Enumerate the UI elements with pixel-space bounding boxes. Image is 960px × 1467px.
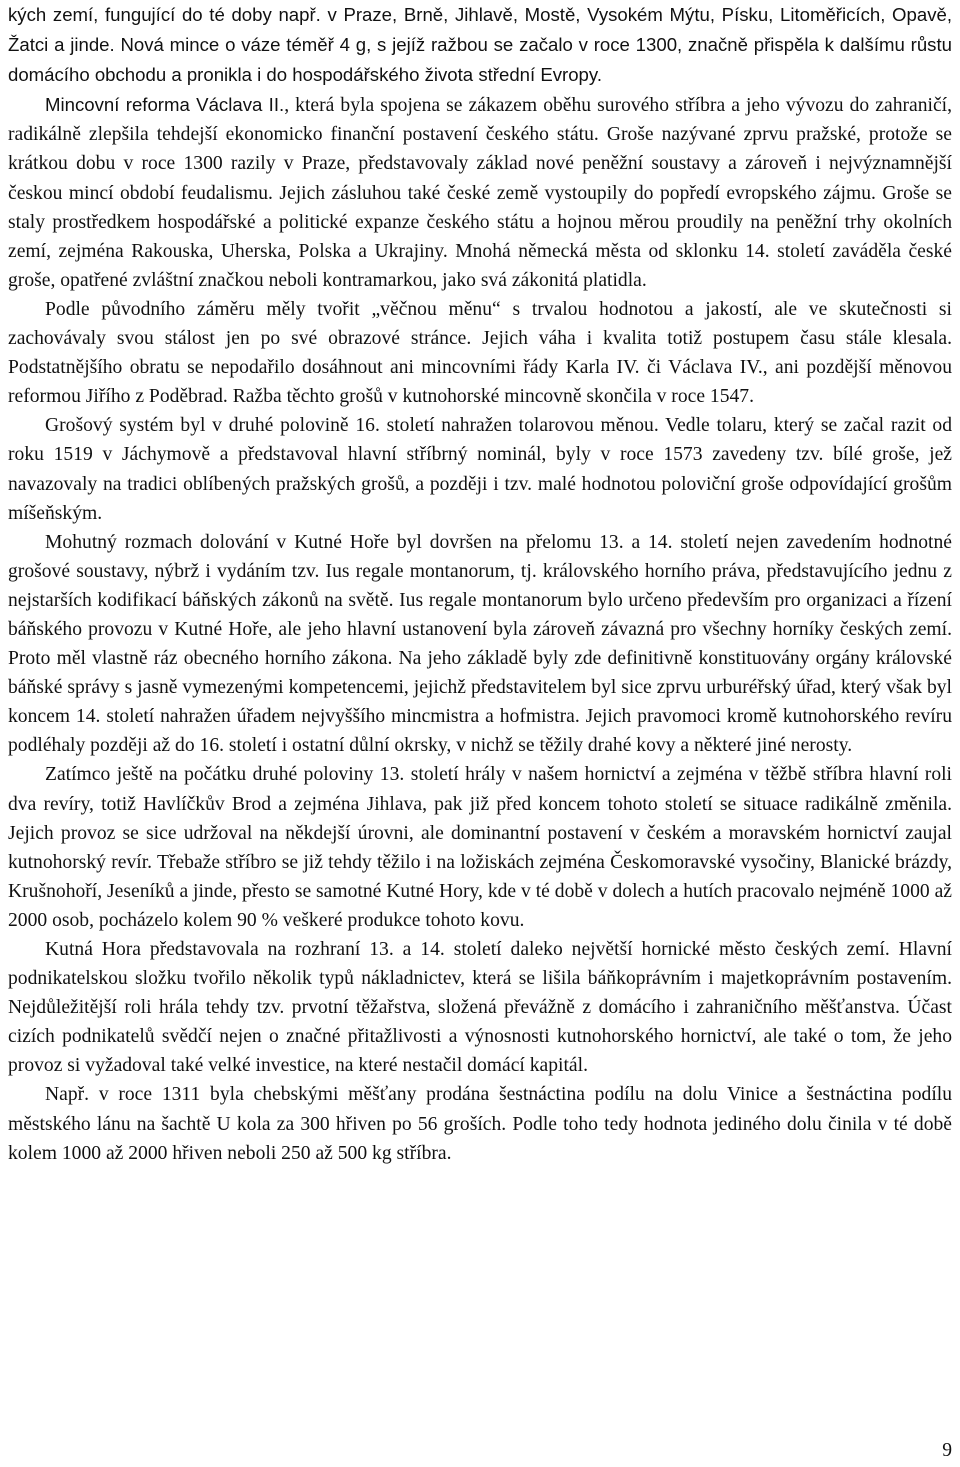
paragraph-7: Kutná Hora představovala na rozhraní 13. a 14. století daleko největší hornické město českých zemí. Hlavní podnikatelskou složku tvořilo několik typů nákladnictev, která se lišila báňkoprávním i majetkoprávním postavením. Nejdůležitější roli hrála tehdy tzv. prvotní těžařstva, složená převážně z domácího i zahraničního měšťanstva. Účast cizích podnikatelů svědčí nejen o značné přitažlivosti a výnosnosti kutnohorského hornictví, ale také o tom, že jeho provoz si vyžadoval také velké investice, na které nestačil domácí kapitál. <box>8 939 952 1077</box>
paragraph-3: Podle původního záměru měly tvořit „věčnou měnu“ s trvalou hodnotou a jakostí, ale ve skutečnosti si zachovávaly svou stálost jen po své obrazové stránce. Jejich váha i kvalita totiž postupem času stále klesala. Podstatnějšího obratu se nepodařilo dosáhnout ani mincovními řády Karla IV. či Václava IV., ani pozdější měnovou reformou Jiřího z Poděbrad. Ražba těchto grošů v kutnohorské mincovně skončila v roce 1547. <box>8 298 952 408</box>
paragraph-2 <box>8 90 952 295</box>
paragraph-5: Mohutný rozmach dolování v Kutné Hoře byl dovršen na přelomu 13. a 14. století nejen zavedením hodnotné grošové soustavy, nýbrž i vydáním tzv. Ius regale montanorum, tj. královského horního práva, představujícího jednu z nejstarších kodifikací báňských zákonů na světě. Ius regale montanorum bylo určeno především pro organizaci a řízení báňského provozu v Kutné Hoře, ale jeho hlavní ustanovení byla zároveň závazná pro všechny horníky českých zemí. Proto měl vlastně ráz obecného horního zákona. Na jeho základě byly zde definitivně konstituovány orgány královské báňské správy s jasně vymezenými kompetencemi, jejichž představitelem byl sice zprvu urburéřský úřad, který však byl koncem 14. století nahražen úřadem nejvyššího mincmistra a hofmistra. Jejich pravomoci kromě kutnohorského revíru podléhaly později až do 16. století i ostatní důlní okrsky, v nichž se těžily drahé kovy a některé jiné nerosty. <box>8 531 952 757</box>
paragraph-1-text: kých zemí, fungující do té doby např. v Praze, Brně, Jihlavě, Mostě, Vysokém Mýtu, Písku, Litoměřicích, Opavě, Žatci a jinde. Nová mince o váze téměř 4 g, s jejíž ražbou se začalo v roce 1300, značně přispěla k dalšímu růstu domácího obchodu a pronikla i do hospodářského života střední Evropy. <box>8 4 952 86</box>
paragraph-8: Např. v roce 1311 byla chebskými měšťany prodána šestnáctina podílu na dolu Vinice a šestnáctina podílu městského lánu na šachtě U kola za 300 hřiven po 56 groších. Podle toho tedy hodnota jediného dolu činila v té době kolem 1000 až 2000 hřiven neboli 250 až 500 kg stříbra. <box>8 1084 952 1164</box>
paragraph-2-text: , která byla spojena se zákazem oběhu surového stříbra a jeho vývozu do zahraničí, radikálně zlepšila tehdejší ekonomicko finanční postavení českého státu. Groše nazývané zprvu pražské, protože se krátkou dobu v roce 1300 razily v Praze, představovaly základ nové peněžní soustavy a zároveň i nejvýznamnější českou mincí období feudalismu. Jejich zásluhou také české země vystoupily do popředí evropského zájmu. Groše se staly prostředkem hospodářské a politické expanze českého státu a hojnou měrou proudily na peněžní trhy okolních zemí, zejména Rakouska, Uherska, Polska a Ukrajiny. Mnohá německá města od sklonku 14. století zaváděla české groše, opatřené zvláštní značkou neboli kontramarkou, jako svá zákonitá platidla. <box>8 95 952 291</box>
paragraph-4: Grošový systém byl v druhé polovině 16. století nahražen tolarovou měnou. Vedle tolaru, který se začal razit od roku 1519 v Jáchymově a představoval hlavní stříbrný nominál, byly v roce 1573 zavedeny tzv. bílé groše, jež navazovaly na tradici oblíbených pražských grošů, a později i tzv. malé hodnotou poloviční groše odpovídající grošům míšeňským. <box>8 415 952 524</box>
document-page <box>8 0 952 1168</box>
paragraph-2-lead: Mincovní reforma Václava II. <box>45 94 285 116</box>
page-number: 9 <box>942 1440 952 1461</box>
paragraph-1-continuation <box>8 0 952 90</box>
paragraph-6: Zatímco ještě na počátku druhé poloviny 13. století hrály v našem hornictví a zejména v těžbě stříbra hlavní roli dva revíry, totiž Havlíčkův Brod a zejména Jihlava, pak již před koncem tohoto století se situace radikálně změnila. Jejich provoz se sice udržoval na někdejší úrovni, ale dominantní postavení v českém a moravském hornictví zaujal kutnohorský revír. Třebaže stříbro se již tehdy těžilo i na ložiskách zejména Českomoravské vysočiny, Blanické brázdy, Krušnohoří, Jeseníků a jinde, přesto se samotné Kutné Hory, kde v té době v dolech a hutích pracovalo nejméně 1000 až 2000 osob, pocházelo kolem 90 % veškeré produkce tohoto kovu. <box>8 764 952 931</box>
